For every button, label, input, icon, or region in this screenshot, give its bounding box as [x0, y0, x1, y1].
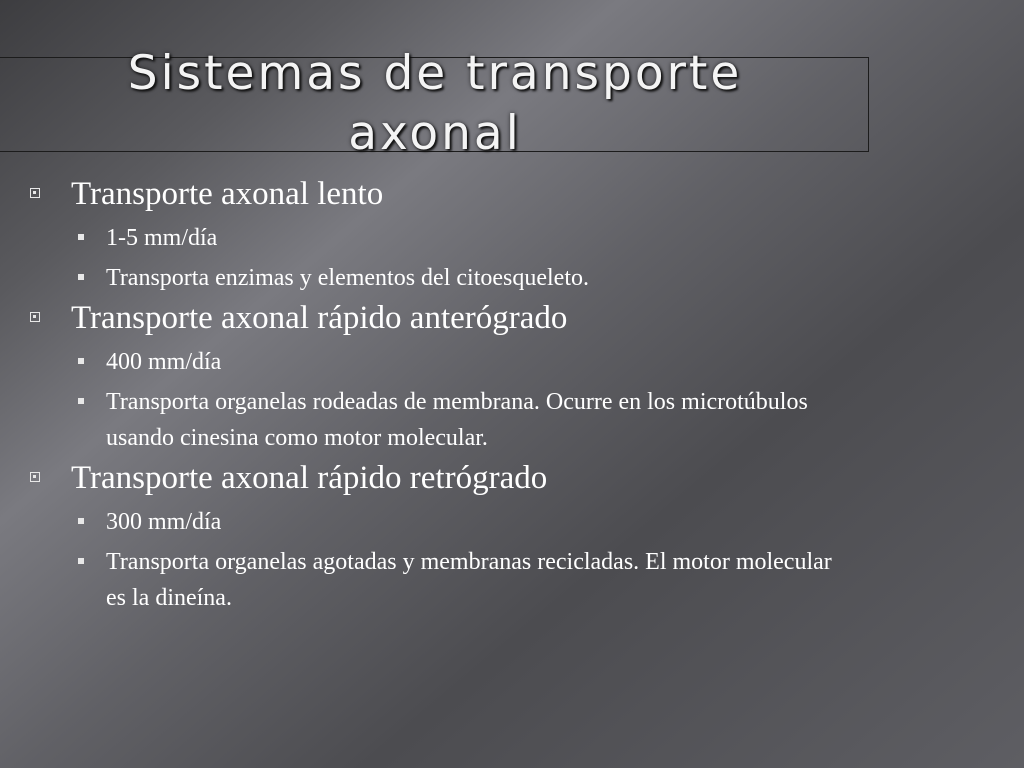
bullet-text: 1-5 mm/día — [106, 225, 218, 251]
level2-bullet-item — [78, 260, 868, 296]
section-heading: Transporte axonal rápido anterógrado — [71, 300, 568, 336]
square-bullet-icon — [30, 472, 40, 482]
small-square-bullet-icon — [78, 398, 84, 404]
level2-bullet-item — [78, 384, 868, 456]
square-bullet-icon — [30, 188, 40, 198]
sub-list — [78, 504, 868, 616]
level2-bullet-item — [78, 544, 868, 616]
level2-bullet-item — [78, 344, 868, 380]
small-square-bullet-icon — [78, 558, 84, 564]
sub-list — [78, 220, 868, 296]
section-heading: Transporte axonal rápido retrógrado — [71, 460, 548, 496]
bullet-text: Transporta enzimas y elementos del citoesqueleto. — [106, 265, 589, 291]
level1-bullet-item — [28, 296, 868, 340]
level2-bullet-item — [78, 220, 868, 256]
level1-bullet-item — [28, 456, 868, 500]
slide-title-line-1: Sistemas de transporte — [127, 46, 743, 101]
square-bullet-icon — [30, 312, 40, 322]
bullet-text: Transporta organelas agotadas y membranas recicladas. El motor molecular es la dineína. — [106, 549, 832, 611]
bullet-text: Transporta organelas rodeadas de membrana. Ocurre en los microtúbulos usando cinesina como motor molecular. — [106, 389, 808, 451]
small-square-bullet-icon — [78, 518, 84, 524]
section-heading: Transporte axonal lento — [71, 176, 384, 212]
section-slow-transport — [28, 172, 868, 296]
small-square-bullet-icon — [78, 234, 84, 240]
small-square-bullet-icon — [78, 274, 84, 280]
slide-title — [0, 44, 870, 164]
level2-bullet-item — [78, 504, 868, 540]
section-fast-retrograde — [28, 456, 868, 616]
section-fast-anterograde — [28, 296, 868, 456]
bullet-text: 400 mm/día — [106, 349, 222, 375]
sub-list — [78, 344, 868, 456]
slide-body — [28, 172, 868, 616]
small-square-bullet-icon — [78, 358, 84, 364]
level1-bullet-item — [28, 172, 868, 216]
bullet-text: 300 mm/día — [106, 509, 222, 535]
slide-title-line-2: axonal — [348, 106, 522, 161]
